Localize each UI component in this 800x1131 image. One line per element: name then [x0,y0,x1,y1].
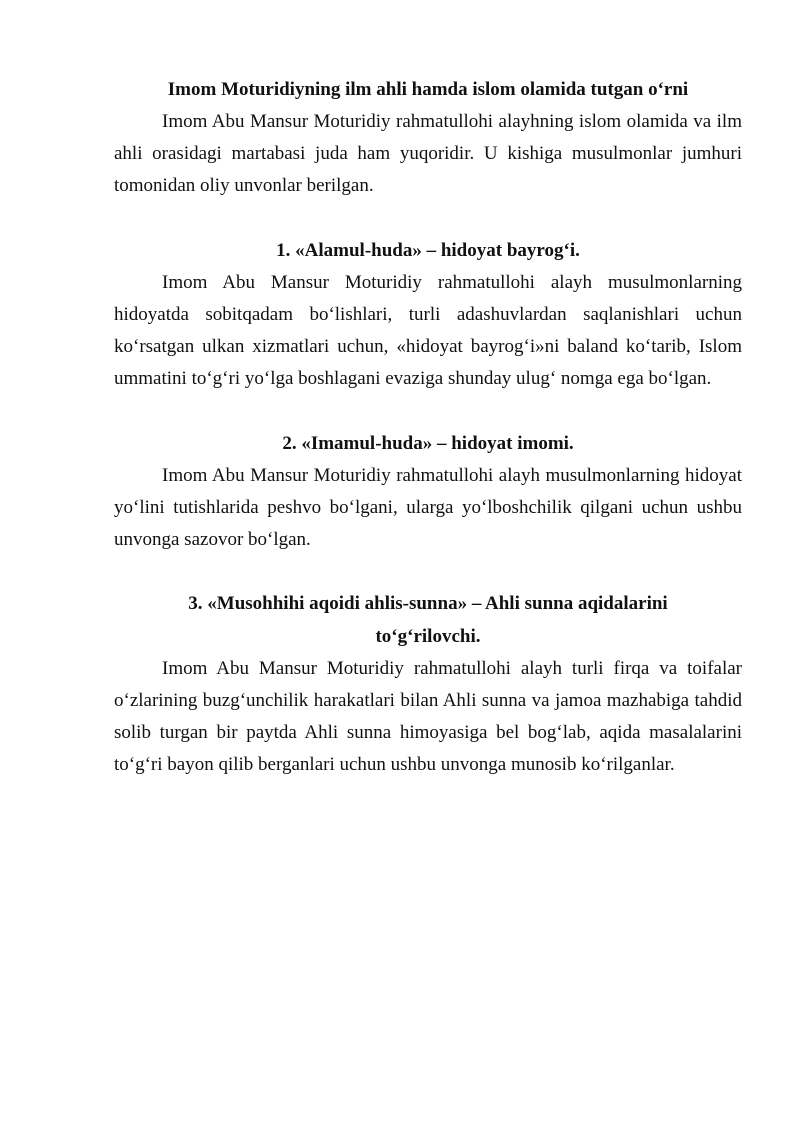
section-heading-2: 2. «Imamul-huda» – hidoyat imomi. [282,432,574,454]
section-heading-1: 1. «Alamul-huda» – hidoyat bayrog‘i. [276,239,580,261]
section-body-2: Imom Abu Mansur Moturidiy rahmatullohi alayh musulmonlarning hidoyat yo‘lini tutishlarida peshvo bo‘lgani, ularga yo‘lboshchilik qilgani uchun ushbu unvonga sazovor bo‘lgan. [114,464,742,551]
section-spacer [114,203,742,235]
section-body-3: Imom Abu Mansur Moturidiy rahmatullohi alayh turli firqa va toifalar o‘zlarining buzg‘unchilik harakatlari bilan Ahli sunna va jamoa mazhabiga tahdid solib turgan bir paytda Ahli sunna himoyasiga bel bog‘lab, aqida masalalarini to‘g‘ri bayon qilib berganlari uchun ushbu unvonga munosib ko‘rilganlar. [114,657,742,776]
section-spacer [114,396,742,428]
document-page [114,74,742,782]
section-spacer [114,556,742,588]
document-title: Imom Moturidiyning ilm ahli hamda islom olamida tutgan o‘rni [167,79,689,100]
section-body-1: Imom Abu Mansur Moturidiy rahmatullohi alayh musulmonlarning hidoyatda sobitqadam bo‘lishlari, turli adashuvlardan saqlanishlari uchun ko‘rsatgan ulkan xizmatlari uchun, «hidoyat bayrog‘i»ni baland ko‘tarib, Islom ummatini to‘g‘ri yo‘lga boshlagani evaziga shunday ulug‘ nomga ega bo‘lgan. [114,271,742,390]
section-heading-3: 3. «Musohhihi aqoidi ahlis-sunna» – Ahli sunna aqidalarini to‘g‘rilovchi. [188,593,668,647]
intro-paragraph: Imom Abu Mansur Moturidiy rahmatullohi alayhning islom olamida va ilm ahli orasidagi martabasi juda ham yuqoridir. U kishiga musulmonlar jumhuri tomonidan oliy unvonlar berilgan. [114,111,742,197]
